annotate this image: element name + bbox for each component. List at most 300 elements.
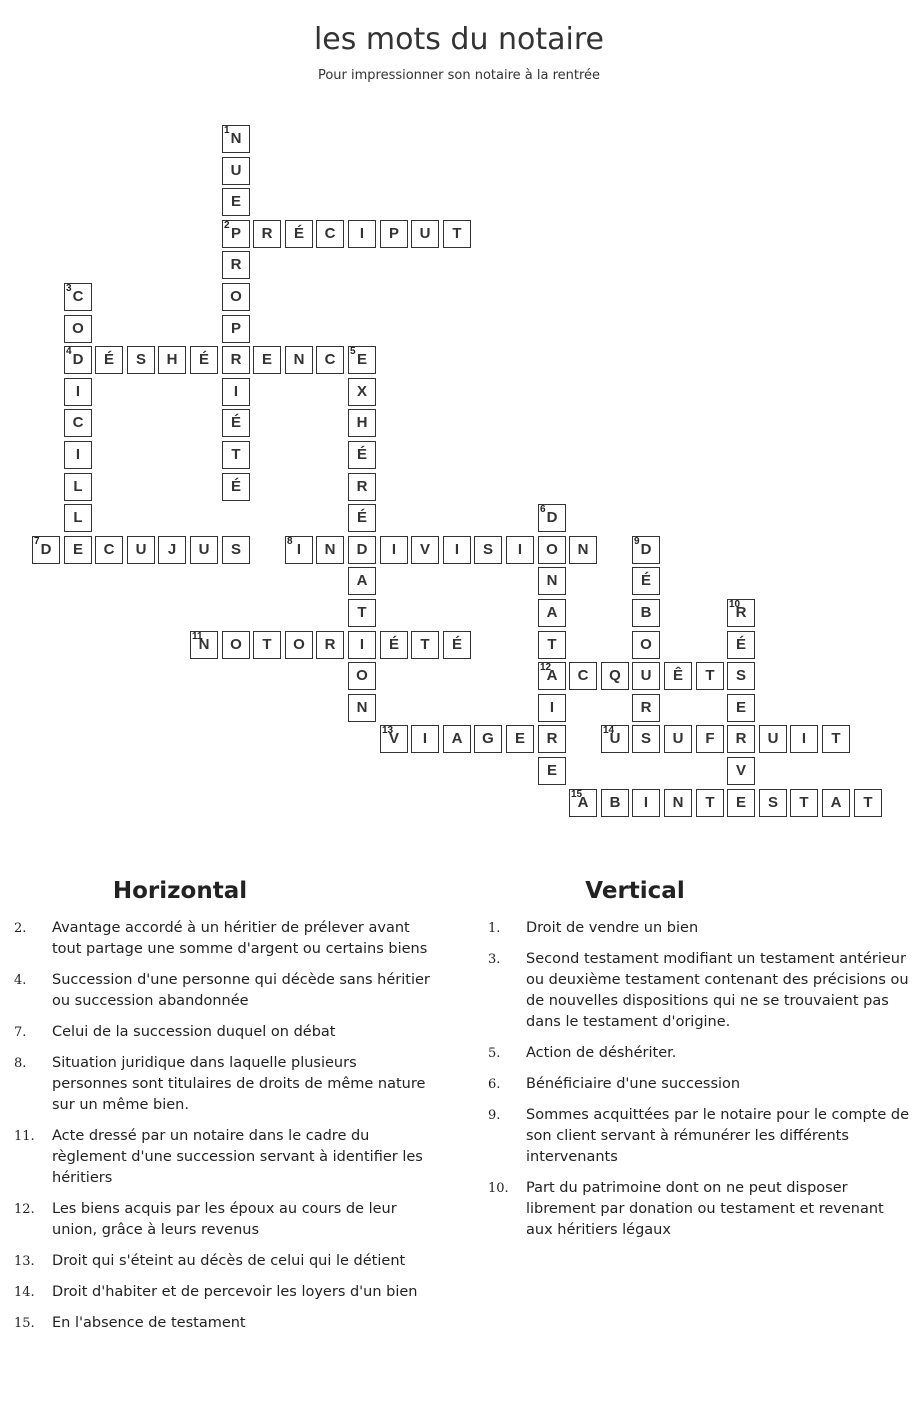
grid-cell[interactable]: [727, 725, 755, 753]
grid-cell[interactable]: [601, 789, 629, 817]
cell-letter: U: [198, 541, 210, 558]
cell-number: 1: [224, 125, 230, 136]
cell-letter: R: [230, 351, 242, 368]
cell-number: 2: [224, 220, 230, 231]
cell-letter: O: [72, 320, 84, 337]
cell-letter: O: [356, 667, 368, 684]
cell-letter: R: [230, 256, 242, 273]
cell-letter: T: [262, 636, 272, 653]
clue-text: Droit de vendre un bien: [526, 920, 699, 936]
grid-cell[interactable]: [190, 536, 218, 564]
grid-cell[interactable]: [316, 346, 344, 374]
clue-text: Situation juridique dans laquelle plusieurs personnes sont titulaires de droits de même nature sur un même bien.: [52, 1055, 426, 1113]
clue-number: 1.: [488, 921, 501, 936]
grid-cell[interactable]: [727, 789, 755, 817]
cell-letter: O: [230, 288, 242, 305]
cell-letter: U: [609, 730, 621, 747]
cell-letter: É: [198, 351, 209, 368]
cell-letter: U: [419, 225, 431, 242]
grid-cell[interactable]: [348, 536, 376, 564]
grid-cell[interactable]: [222, 473, 250, 501]
cell-letter: I: [359, 225, 365, 242]
cell-letter: F: [705, 730, 715, 747]
grid-cell[interactable]: [222, 315, 250, 343]
grid-cell[interactable]: [285, 536, 313, 564]
grid-cell[interactable]: [222, 346, 250, 374]
grid-cell[interactable]: [158, 536, 186, 564]
clue-text: Avantage accordé à un héritier de prélever avant tout partage une somme d'argent ou certains biens: [52, 920, 428, 957]
grid-cell[interactable]: [222, 283, 250, 311]
cell-letter: N: [577, 541, 589, 558]
grid-cell[interactable]: [474, 536, 502, 564]
cell-letter: C: [72, 288, 84, 305]
grid-cell[interactable]: [632, 567, 660, 595]
cell-letter: N: [546, 572, 558, 589]
cell-letter: C: [577, 667, 589, 684]
cell-letter: V: [735, 762, 746, 779]
grid-cell[interactable]: [222, 409, 250, 437]
cell-letter: I: [75, 446, 81, 463]
cell-letter: L: [73, 478, 83, 495]
cell-letter: T: [357, 604, 367, 621]
horizontal-clue: [0, 1199, 460, 1241]
vertical-clue: [474, 1043, 914, 1064]
grid-cell[interactable]: [443, 631, 471, 659]
cell-letter: T: [831, 730, 841, 747]
grid-cell[interactable]: [380, 536, 408, 564]
grid-cell[interactable]: [696, 662, 724, 690]
grid-cell[interactable]: [348, 441, 376, 469]
cell-letter: Q: [609, 667, 621, 684]
grid-cell[interactable]: [285, 220, 313, 248]
grid-cell[interactable]: [127, 346, 155, 374]
cell-letter: É: [735, 636, 746, 653]
cell-number: 15: [571, 789, 583, 800]
clue-number: 15.: [14, 1316, 35, 1331]
cell-letter: U: [767, 730, 779, 747]
cell-number: 6: [540, 504, 546, 515]
grid-cell[interactable]: [222, 378, 250, 406]
grid-cell[interactable]: [348, 409, 376, 437]
grid-cell[interactable]: [348, 473, 376, 501]
page-subtitle: Pour impressionner son notaire à la rentrée: [317, 68, 601, 83]
vertical-clue: [474, 1074, 914, 1095]
grid-cell[interactable]: [601, 725, 629, 753]
cell-letter: R: [356, 478, 368, 495]
clue-number: 14.: [14, 1285, 35, 1300]
cell-letter: É: [103, 351, 114, 368]
cell-letter: I: [422, 730, 428, 747]
clue-text: Part du patrimoine dont on ne peut disposer librement par donation ou testament et revenant aux héritiers légaux: [526, 1180, 884, 1238]
clue-text: Bénéficiaire d'une succession: [526, 1076, 741, 1092]
cell-letter: S: [230, 541, 241, 558]
cell-letter: I: [75, 383, 81, 400]
grid-cell[interactable]: [632, 599, 660, 627]
grid-cell[interactable]: [664, 725, 692, 753]
cell-letter: S: [640, 730, 651, 747]
grid-cell[interactable]: [222, 157, 250, 185]
vertical-clue: [474, 949, 914, 1033]
cell-letter: R: [261, 225, 273, 242]
grid-cell[interactable]: [569, 536, 597, 564]
cell-letter: O: [546, 541, 558, 558]
grid-cell[interactable]: [285, 346, 313, 374]
cell-letter: O: [293, 636, 305, 653]
cell-letter: I: [233, 383, 239, 400]
grid-cell[interactable]: [727, 694, 755, 722]
grid-cell[interactable]: [632, 662, 660, 690]
cell-letter: E: [546, 762, 557, 779]
grid-cell[interactable]: [854, 789, 882, 817]
grid-cell[interactable]: [190, 631, 218, 659]
horizontal-clue: [0, 1126, 460, 1189]
vertical-clue-list: [474, 918, 914, 1241]
grid-cell[interactable]: [64, 315, 92, 343]
grid-cell[interactable]: [538, 567, 566, 595]
grid-cell[interactable]: [253, 220, 281, 248]
clue-text: Action de déshériter.: [526, 1045, 677, 1061]
grid-cell[interactable]: [95, 346, 123, 374]
grid-cell[interactable]: [64, 504, 92, 532]
grid-cell[interactable]: [222, 188, 250, 216]
grid-cell[interactable]: [222, 631, 250, 659]
cell-letter: É: [230, 478, 241, 495]
cell-letter: T: [547, 636, 557, 653]
clue-number: 12.: [14, 1202, 35, 1217]
grid-cell[interactable]: [506, 536, 534, 564]
grid-cell[interactable]: [348, 220, 376, 248]
cell-letter: E: [72, 541, 83, 558]
cell-number: 11: [192, 631, 203, 642]
cell-letter: B: [640, 604, 652, 621]
cell-letter: D: [546, 509, 558, 526]
clue-number: 9.: [488, 1108, 501, 1123]
clue-text: En l'absence de testament: [52, 1315, 246, 1331]
cell-letter: R: [546, 730, 558, 747]
grid-cell[interactable]: [506, 725, 534, 753]
cell-letter: S: [735, 667, 746, 684]
grid-cell[interactable]: [348, 599, 376, 627]
cell-letter: S: [767, 794, 778, 811]
cell-letter: É: [640, 572, 651, 589]
grid-cell[interactable]: [632, 631, 660, 659]
grid-cell[interactable]: [348, 694, 376, 722]
cell-letter: H: [356, 414, 368, 431]
grid-cell[interactable]: [822, 789, 850, 817]
cell-letter: H: [166, 351, 178, 368]
horizontal-clue-list: [0, 918, 460, 1334]
cell-number: 3: [66, 283, 72, 294]
cell-letter: E: [261, 351, 272, 368]
cell-letter: A: [546, 604, 558, 621]
cell-number: 13: [382, 725, 394, 736]
cell-letter: C: [324, 225, 336, 242]
cell-letter: R: [735, 730, 747, 747]
grid-cell[interactable]: [569, 789, 597, 817]
clue-number: 13.: [14, 1254, 35, 1269]
cell-letter: E: [230, 193, 241, 210]
grid-cell[interactable]: [285, 631, 313, 659]
vertical-heading: Vertical: [585, 878, 685, 904]
grid-cell[interactable]: [222, 441, 250, 469]
cell-letter: T: [420, 636, 430, 653]
clue-text: Second testament modifiant un testament antérieur ou deuxième testament contenant des précisions ou de nouvelles dispositions qui ne se trouvaient pas dans le testament d'origine.: [526, 951, 909, 1030]
grid-cell[interactable]: [64, 346, 92, 374]
cell-letter: V: [419, 541, 430, 558]
clue-text: Droit qui s'éteint au décès de celui qui le détient: [52, 1253, 406, 1269]
grid-cell[interactable]: [632, 725, 660, 753]
grid-cell[interactable]: [790, 725, 818, 753]
cell-letter: I: [643, 794, 649, 811]
cell-number: 7: [34, 536, 40, 547]
grid-cell[interactable]: [348, 346, 376, 374]
grid-cell[interactable]: [64, 441, 92, 469]
cell-letter: Ê: [672, 667, 683, 684]
cell-number: 8: [287, 536, 293, 547]
horizontal-clue: [0, 1251, 460, 1272]
grid-cell[interactable]: [253, 631, 281, 659]
cell-letter: E: [356, 351, 367, 368]
cell-letter: T: [705, 667, 715, 684]
grid-cell[interactable]: [632, 789, 660, 817]
cell-letter: E: [514, 730, 525, 747]
cell-letter: A: [546, 667, 558, 684]
clue-number: 11.: [14, 1129, 35, 1144]
grid-cell[interactable]: [411, 631, 439, 659]
cell-number: 9: [634, 536, 640, 547]
clue-text: Succession d'une personne qui décède sans héritier ou succession abandonnée: [52, 972, 430, 1009]
grid-cell[interactable]: [348, 567, 376, 595]
grid-cell[interactable]: [380, 725, 408, 753]
cell-letter: A: [451, 730, 463, 747]
grid-cell[interactable]: [64, 409, 92, 437]
clue-number: 8.: [14, 1056, 27, 1071]
grid-cell[interactable]: [664, 662, 692, 690]
grid-cell[interactable]: [727, 757, 755, 785]
cell-letter: T: [452, 225, 462, 242]
grid-cell[interactable]: [380, 631, 408, 659]
cell-letter: N: [198, 636, 210, 653]
clue-text: Sommes acquittées par le notaire pour le compte de son client servant à rémunérer les différents intervenants: [526, 1107, 910, 1165]
cell-letter: I: [359, 636, 365, 653]
grid-cell[interactable]: [443, 725, 471, 753]
horizontal-clue: [0, 970, 460, 1012]
grid-cell[interactable]: [348, 378, 376, 406]
cell-letter: U: [230, 162, 242, 179]
grid-cell[interactable]: [727, 662, 755, 690]
grid-cell[interactable]: [127, 536, 155, 564]
grid-cell[interactable]: [538, 536, 566, 564]
cell-letter: É: [356, 446, 367, 463]
cell-letter: É: [356, 509, 367, 526]
grid-cell[interactable]: [538, 694, 566, 722]
vertical-clues: [474, 878, 914, 1251]
cell-letter: P: [230, 225, 241, 242]
grid-cell[interactable]: [380, 220, 408, 248]
grid-cell[interactable]: [538, 725, 566, 753]
clue-number: 10.: [488, 1181, 509, 1196]
cell-letter: I: [454, 541, 460, 558]
cell-letter: J: [167, 541, 177, 558]
grid-cell[interactable]: [632, 694, 660, 722]
grid-cell[interactable]: [348, 504, 376, 532]
grid-cell[interactable]: [411, 536, 439, 564]
cell-letter: R: [640, 699, 652, 716]
cell-letter: T: [799, 794, 809, 811]
clue-number: 6.: [488, 1077, 501, 1092]
grid-cell[interactable]: [411, 220, 439, 248]
clue-text: Celui de la succession duquel on débat: [52, 1024, 336, 1040]
grid-cell[interactable]: [538, 599, 566, 627]
clue-text: Les biens acquis par les époux au cours de leur union, grâce à leurs revenus: [52, 1201, 397, 1238]
clue-number: 5.: [488, 1046, 501, 1061]
cell-number: 5: [350, 346, 356, 357]
cell-letter: O: [230, 636, 242, 653]
cell-letter: I: [517, 541, 523, 558]
cell-number: 4: [66, 346, 72, 357]
grid-cell[interactable]: [696, 789, 724, 817]
grid-cell[interactable]: [443, 220, 471, 248]
cell-letter: I: [549, 699, 555, 716]
cell-letter: S: [482, 541, 493, 558]
cell-letter: E: [735, 699, 746, 716]
grid-cell[interactable]: [222, 536, 250, 564]
cell-letter: É: [230, 414, 241, 431]
grid-cell[interactable]: [316, 536, 344, 564]
vertical-clue: [474, 1105, 914, 1168]
cell-letter: S: [135, 351, 146, 368]
grid-cell[interactable]: [538, 504, 566, 532]
cell-letter: T: [705, 794, 715, 811]
grid-cell[interactable]: [316, 220, 344, 248]
cell-letter: A: [356, 572, 368, 589]
cell-letter: É: [388, 636, 399, 653]
clue-number: 4.: [14, 973, 27, 988]
page-title: les mots du notaire: [313, 22, 605, 57]
grid-cell[interactable]: [474, 725, 502, 753]
grid-cell[interactable]: [64, 473, 92, 501]
cell-letter: C: [103, 541, 115, 558]
horizontal-clue: [0, 1053, 460, 1116]
grid-cell[interactable]: [538, 631, 566, 659]
cell-letter: B: [609, 794, 621, 811]
cell-letter: A: [830, 794, 842, 811]
cell-letter: P: [388, 225, 399, 242]
cell-letter: O: [640, 636, 652, 653]
grid-cell[interactable]: [632, 536, 660, 564]
cell-letter: G: [482, 730, 494, 747]
grid-cell[interactable]: [64, 378, 92, 406]
grid-cell[interactable]: [64, 536, 92, 564]
cell-letter: R: [735, 604, 747, 621]
cell-letter: P: [230, 320, 241, 337]
cell-letter: I: [391, 541, 397, 558]
grid-cell[interactable]: [190, 346, 218, 374]
horizontal-heading: Horizontal: [112, 878, 248, 904]
cell-letter: É: [451, 636, 462, 653]
grid-cell[interactable]: [601, 662, 629, 690]
grid-cell[interactable]: [222, 251, 250, 279]
grid-cell[interactable]: [727, 631, 755, 659]
cell-letter: C: [324, 351, 336, 368]
cell-letter: D: [72, 351, 84, 368]
cell-letter: N: [324, 541, 336, 558]
grid-cell[interactable]: [759, 789, 787, 817]
cell-letter: U: [640, 667, 652, 684]
cell-letter: N: [230, 130, 242, 147]
cell-letter: V: [388, 730, 399, 747]
grid-cell[interactable]: [32, 536, 60, 564]
vertical-clue: [474, 918, 914, 939]
cell-letter: U: [135, 541, 147, 558]
cell-letter: T: [863, 794, 873, 811]
cell-letter: É: [293, 225, 304, 242]
grid-cell[interactable]: [222, 220, 250, 248]
cell-letter: I: [801, 730, 807, 747]
cell-letter: I: [296, 541, 302, 558]
cell-number: 12: [540, 662, 552, 673]
vertical-clue: [474, 1178, 914, 1241]
cell-letter: T: [231, 446, 241, 463]
cell-letter: E: [735, 794, 746, 811]
clue-number: 7.: [14, 1025, 27, 1040]
horizontal-clue: [0, 1022, 460, 1043]
cell-letter: D: [40, 541, 52, 558]
cell-letter: R: [324, 636, 336, 653]
cell-letter: D: [640, 541, 652, 558]
grid-cell[interactable]: [411, 725, 439, 753]
cell-number: 10: [729, 599, 741, 610]
horizontal-clue: [0, 918, 460, 960]
cell-number: 14: [603, 725, 615, 736]
grid-cell[interactable]: [822, 725, 850, 753]
cell-letter: C: [72, 414, 84, 431]
grid-cell[interactable]: [664, 789, 692, 817]
grid-cell[interactable]: [253, 346, 281, 374]
grid-cell[interactable]: [348, 662, 376, 690]
horizontal-clue: [0, 1282, 460, 1303]
grid-cell[interactable]: [158, 346, 186, 374]
grid-cell[interactable]: [443, 536, 471, 564]
clue-number: 2.: [14, 921, 27, 936]
cell-letter: X: [356, 383, 367, 400]
horizontal-clues: [0, 878, 460, 1344]
grid-cell[interactable]: [790, 789, 818, 817]
cell-letter: A: [577, 794, 589, 811]
cell-letter: N: [672, 794, 684, 811]
cell-letter: L: [73, 509, 83, 526]
grid-cell[interactable]: [222, 125, 250, 153]
grid-cell[interactable]: [95, 536, 123, 564]
cell-letter: D: [356, 541, 368, 558]
grid-cell[interactable]: [727, 599, 755, 627]
grid-cell[interactable]: [348, 631, 376, 659]
grid-cell[interactable]: [696, 725, 724, 753]
cell-letter: N: [293, 351, 305, 368]
grid-cell[interactable]: [538, 757, 566, 785]
grid-cell[interactable]: [538, 662, 566, 690]
horizontal-clue: [0, 1313, 460, 1334]
cell-letter: N: [356, 699, 368, 716]
grid-cell[interactable]: [316, 631, 344, 659]
grid-cell[interactable]: [64, 283, 92, 311]
grid-cell[interactable]: [759, 725, 787, 753]
clue-text: Acte dressé par un notaire dans le cadre du règlement d'une succession servant à identifier les héritiers: [52, 1128, 423, 1186]
clue-text: Droit d'habiter et de percevoir les loyers d'un bien: [52, 1284, 418, 1300]
cell-letter: U: [672, 730, 684, 747]
grid-cell[interactable]: [569, 662, 597, 690]
clue-number: 3.: [488, 952, 501, 967]
